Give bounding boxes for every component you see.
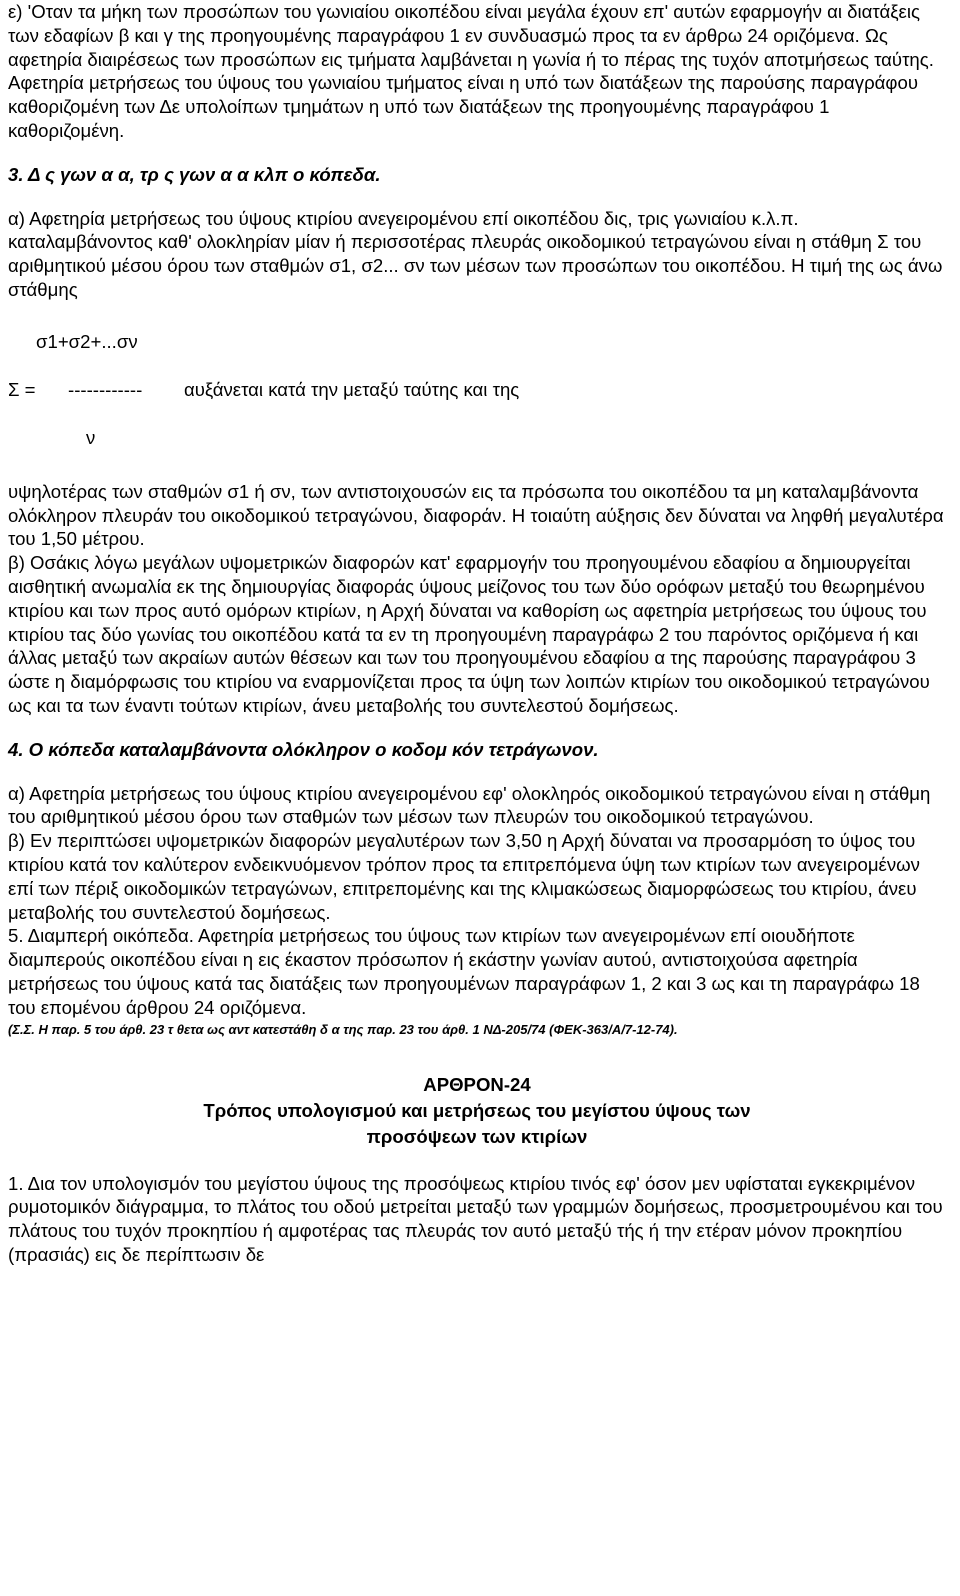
paragraph-3a: α) Αφετηρία μετρήσεως του ύψους κτιρίου ανεγειρομένου επί οικοπέδου δις, τρις γωνιαίου κ.λ.π. καταλαμβάνοντος καθ' ολοκληρίαν μίαν ή περισσοτέρας πλευράς οικοδομικού τετραγώνου είναι η στάθμη Σ του αριθμητικού μέσου όρου των σταθμών σ1, σ2... σν των μέσων των προσώπων του οικοπέδου. Η τιμή της ως άνω στάθμης bbox=[8, 207, 943, 300]
article-paragraph-1: 1. Δια τον υπολογισμόν του μεγίστου ύψους της προσόψεως κτιρίου τινός εφ' όσον μεν υφίσταται εγκεκριμένον ρυμοτομικόν διάγραμμα, το πλάτος του οδού μετρείται μεταξύ των γραμμών δομήσεως, προσμετρουμένου και του πλάτους του τυχόν προκηπίου ή αμφοτέρας τας πλευράς τον αυτό μεταξύ τής ή την ετέραν μόνον προκηπίου (πρασιάς) εις δε περίπτωσιν δε bbox=[8, 1172, 943, 1265]
paragraph-4b: β) Εν περιπτώσει υψομετρικών διαφορών μεγαλυτέρων των 3,50 η Αρχή δύναται να προσαρμόση το ύψος του κτιρίου κατά τον καλύτερον ενδεικνυόμενον τρόπον προς τα επιτρεπόμενα ύψη των κτιρίων των ανεγειρομένων επί των πέριξ οικοδομικών τετραγώνων, επιτρεπομένης και της κλιμακώσεως διαμορφώσεως του κτιρίου, άνευ μεταβολής του συντελεστού δομήσεως. bbox=[8, 830, 920, 923]
paragraph-3b: β) Οσάκις λόγω μεγάλων υψομετρικών διαφορών κατ' εφαρμογήν του προηγουμένου εδαφίου α δημιουργείται αισθητική ανωμαλία εκ της δημιουργίας διαφοράς ύψους μείζονος του των δύο ορόφων μεταξύ του θεωρημένου κτιρίου και των προς αυτό ομόρων κτιρίων, η Αρχή δύναται να καθορίση ως αφετηρία μετρήσεως του ύψους του κτιρίου τας δύο γωνίας του οικοπέδου κατά τα εν τη προηγουμένη παραγράφω 2 του παρόντος οριζόμενα ή και άλλας μεταξύ των ακραίων αυτών θέσεων και των του προηγουμένου εδαφίου α της παρούσης παραγράφου 3 ώστε η διαμόρφωσις του κτιρίου να εναρμονίζεται προς τα ύψη των λοιπών κτιρίων του οικοδομικού τετραγώνου ως και τα των έναντι τούτων κτιρίων, άνευ μεταβολής του συντελεστού δομήσεως. bbox=[8, 552, 930, 716]
paragraph-4a: α) Αφετηρία μετρήσεως του ύψους κτιρίου ανεγειρομένου εφ' ολοκληρός οικοδομικού τετραγώνου είναι η στάθμη του αριθμητικού μέσου όρου των σταθμών των μέσων των πλευρών του οικοδομικού τετραγώνου. bbox=[8, 782, 931, 828]
section-heading-4: 4. Ο κόπεδα καταλαμβάνοντα ολόκληρον ο κοδομ κόν τετράγωνον. bbox=[8, 738, 599, 760]
article-subtitle-line1: Τρόπος υπολογισμού και μετρήσεως του μεγίστου ύψους των bbox=[203, 1099, 751, 1121]
section-heading-3: 3. Δ ς γων α α, τρ ς γων α α κλπ ο κόπεδα. bbox=[8, 163, 381, 185]
paragraph-5: 5. Διαμπερή οικόπεδα. Αφετηρία μετρήσεως του ύψους των κτιρίων των ανεγειρομένων επί οιουδήποτε διαμπερούς οικοπέδου είναι η εις έκαστον πρόσωπον ή εκάστην γωνίαν αυτού, αντιστοιχούσα αφετηρία μετρήσεως του ύψους κατά τας διατάξεις των προηγουμένων παραγράφων 1, 2 και 3 ως και τη παραγράφω 18 του επομένου άρθρου 24 οριζόμενα. bbox=[8, 925, 920, 1018]
formula-block bbox=[8, 330, 946, 450]
formula-denominator: ν bbox=[86, 426, 96, 448]
formula-line bbox=[8, 378, 946, 402]
formula-lhs: Σ = bbox=[8, 378, 36, 400]
paragraph-e: ε) 'Οταν τα μήκη των προσώπων του γωνιαίου οικοπέδου είναι μεγάλα έχουν επ' αυτών εφαρμογήν αι διατάξεις των εδαφίων β και γ της προηγουμένης παραγράφου 1 εν συνδυασμώ προς τα εν άρθρω 24 οριζόμενα. Ως αφετηρία διαιρέσεως των προσώπων εις τμήματα λαμβάνεται η γωνία ή το πέρας της τυχόν αποτμήσεως ταύτης. Αφετηρία μετρήσεως του ύψους του γωνιαίου τμήματος είναι η υπό των διατάξεων της παρούσης παραγράφου καθοριζομένη των Δε υπολοίπων τμημάτων η υπό των διατάξεων της προηγουμένης παραγράφου 1 καθοριζομένη. bbox=[8, 1, 934, 141]
formula-numerator: σ1+σ2+...σν bbox=[36, 330, 138, 352]
article-title: ΑΡΘΡΟΝ-24 bbox=[423, 1073, 531, 1095]
formula-rhs-text: αυξάνεται κατά την μεταξύ ταύτης και της bbox=[184, 378, 520, 400]
article-heading bbox=[8, 1072, 946, 1150]
formula-fraction-bar: ------------ bbox=[68, 378, 143, 400]
editor-note: (Σ.Σ. Η παρ. 5 του άρθ. 23 τ θετα ως αντ κατεστάθη δ α της παρ. 23 του άρθ. 1 ΝΔ-205/74 (ΦΕΚ-363/Α/7-12-74). bbox=[8, 1021, 678, 1037]
paragraph-3a-continued: υψηλοτέρας των σταθμών σ1 ή σν, των αντιστοιχουσών εις τα πρόσωπα του οικοπέδου τα μη καταλαμβάνοντα ολόκληρον πλευράν του οικοδομικού τετραγώνου, διαφοράν. Η τοιαύτη αύξησις δεν δύναται να ληφθή μεγαλυτέρα του 1,50 μέτρου. bbox=[8, 480, 944, 550]
article-subtitle-line2: προσόψεων των κτιρίων bbox=[366, 1125, 588, 1147]
